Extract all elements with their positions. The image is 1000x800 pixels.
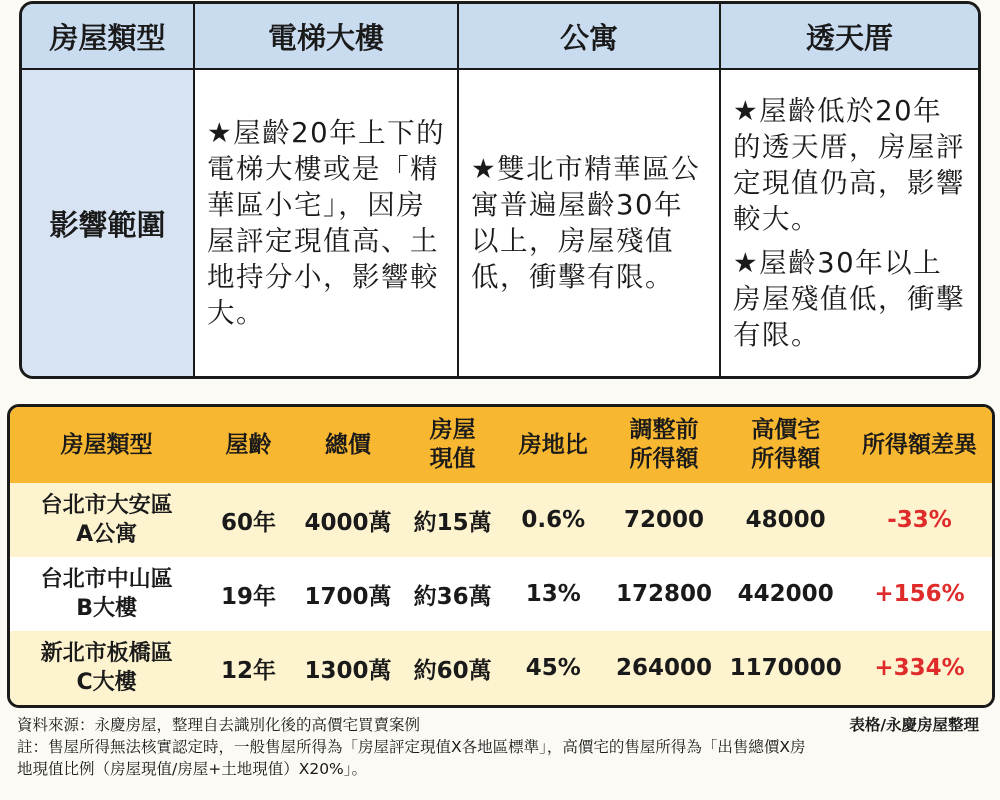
- row-luxury: 48000: [745, 507, 826, 533]
- row-diff: +156%: [874, 581, 965, 607]
- row-age: 60年: [220, 509, 276, 536]
- footnote: 註：售屋所得無法核實認定時，一般售屋所得為「房屋評定現值X各地區標準」，高價宅的售屋所得為「出售總價X房地現值比例（房屋現值/房屋+土地現值）X20%」。: [17, 738, 806, 778]
- row-area-district: 新北市板橋區: [40, 641, 173, 666]
- header-apartment: 公寓: [458, 4, 720, 69]
- header-townhouse: 透天厝: [720, 4, 978, 69]
- row-area-property: B大樓: [76, 596, 137, 621]
- table-row: [10, 557, 992, 631]
- row-value: 約15萬: [413, 509, 492, 536]
- row-area-property: A公寓: [76, 522, 138, 547]
- income-table: [7, 404, 995, 708]
- col-income-luxury-label: 高價宅所得額: [751, 417, 821, 472]
- row-luxury: 1170000: [729, 655, 842, 681]
- income-table-header-row: [10, 407, 992, 483]
- col-house-value: [402, 407, 503, 483]
- row-ratio: 0.6%: [521, 507, 586, 533]
- table-credit: 表格/永慶房屋整理: [849, 716, 979, 734]
- impact-apartment-cell: [458, 69, 720, 376]
- header-house-type: 房屋類型: [22, 4, 194, 69]
- col-income-diff: 所得額差異: [862, 431, 978, 458]
- row-age: 19年: [220, 583, 276, 610]
- impact-row: [22, 69, 978, 376]
- impact-elevator-text: ★屋齡20年上下的電梯大樓或是「精華區小宅」，因房屋評定現值高、土地持分小，影響較大。: [207, 117, 446, 329]
- row-diff: +334%: [874, 655, 965, 681]
- row-area-property: C大樓: [76, 670, 137, 695]
- impact-apartment-text: ★雙北市精華區公寓普遍屋齡30年以上，房屋殘值低，衝擊有限。: [471, 153, 701, 293]
- col-house-type: 房屋類型: [60, 431, 153, 458]
- row-label-impact: 影響範圍: [22, 69, 194, 376]
- col-income-luxury: [724, 407, 847, 483]
- col-income-before: [604, 407, 725, 483]
- impact-townhouse-cell: [720, 69, 978, 376]
- row-age: 12年: [220, 657, 276, 684]
- row-area: [10, 483, 203, 557]
- impact-elevator-cell: [194, 69, 458, 376]
- row-total: 1700萬: [304, 583, 392, 610]
- footer: [17, 714, 987, 780]
- source-note: 資料來源：永慶房屋，整理自去識別化後的高價宅買賣案例: [17, 716, 421, 734]
- row-before: 72000: [623, 507, 704, 533]
- impact-table: [19, 1, 981, 379]
- table-row: [10, 483, 992, 557]
- row-ratio: 13%: [525, 581, 581, 607]
- col-total-price: 總價: [325, 431, 372, 458]
- row-diff: -33%: [887, 507, 952, 533]
- row-total: 1300萬: [304, 657, 392, 684]
- row-before: 264000: [615, 655, 712, 681]
- impact-townhouse-text-1: ★屋齡低於20年的透天厝，房屋評定現值仍高，影響較大。: [733, 95, 965, 235]
- row-area-district: 台北市中山區: [40, 567, 173, 592]
- table-row: [10, 631, 992, 705]
- impact-table-header-row: [22, 4, 978, 69]
- row-area: [10, 631, 203, 705]
- row-area-district: 台北市大安區: [40, 493, 173, 518]
- header-elevator-building: 電梯大樓: [194, 4, 458, 69]
- col-age: 屋齡: [225, 431, 272, 458]
- row-value: 約60萬: [413, 657, 492, 684]
- col-land-ratio: 房地比: [518, 431, 588, 458]
- row-area: [10, 557, 203, 631]
- row-ratio: 45%: [525, 655, 581, 681]
- col-house-value-label: 房屋現值: [429, 417, 476, 472]
- col-income-before-label: 調整前所得額: [629, 417, 699, 472]
- row-before: 172800: [615, 581, 712, 607]
- row-luxury: 442000: [737, 581, 834, 607]
- row-value: 約36萬: [413, 583, 492, 610]
- impact-townhouse-text-2: ★屋齡30年以上房屋殘值低，衝擊有限。: [733, 247, 965, 351]
- row-total: 4000萬: [304, 509, 392, 536]
